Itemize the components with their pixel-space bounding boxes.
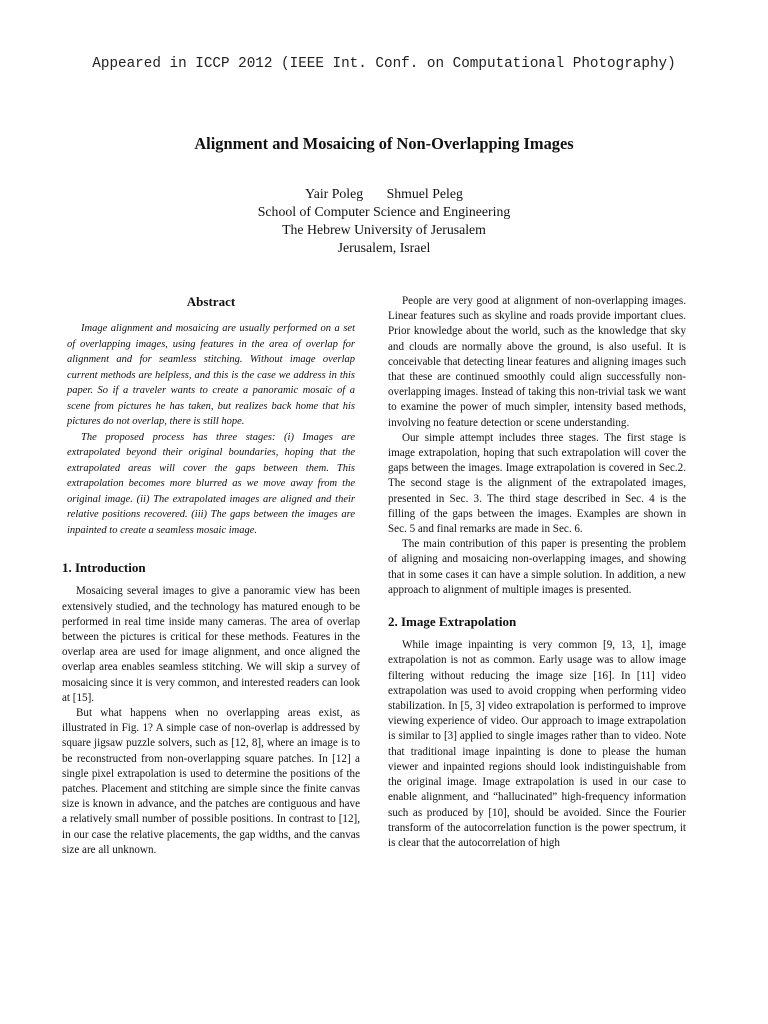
paper-title: Alignment and Mosaicing of Non-Overlapping Images (194, 134, 574, 153)
abstract-heading: Abstract (186, 294, 236, 309)
body-paragraph: While image inpainting is very common [9, 13, 1], image extrapolation is not as common. Early usage was to allow image filtering without reducing the image size [16]. In [11] video extrapolation was used to avoid cropping when performing video stabilization. In [5, 3] video extrapolation is performed to improve viewing experience of video. Our approach to image extrapolation is similar to [3] applied to single images rather than to video. Note that traditional image inpainting is done to please the human viewer and inpainted regions should look indistinguishable from the original image. Image extrapolation is used in our case to enable alignment, and “hallucinated” high-frequency information such as produced by [10], should be avoided. Since the Fourier transform of the autocorrelation function is the power spectrum, it is clear that the autocorrelation of high (388, 639, 686, 849)
publication-note: Appeared in ICCP 2012 (IEEE Int. Conf. on Computational Photography) (92, 56, 676, 72)
body-paragraph: Mosaicing several images to give a panoramic view has been extensively studied, and the technology has matured enough to be performed in real time inside many cameras. The area of overlap between the pictures is critical for these methods. Features in the overlap area are used for image alignment, and once aligned the overlap area enables seamless stitching. We will skip a survey of mosaicing since it is very common, and interested readers can look at [15]. (62, 585, 360, 704)
abstract-paragraph: The proposed process has three stages: (i) Images are extrapolated beyond their original boundaries, hoping that the extrapolated areas will cover the gaps between them. This extrapolation becomes more blurred as we move away from the original image. (ii) The extrapolated images are aligned and their relative positions recovered. (iii) The gaps between the images are inpainted to create a seamless mosaic image. (67, 431, 355, 536)
body-paragraph: The main contribution of this paper is presenting the problem of aligning and mosaicing non-overlapping images, and showing that in some cases it can have a simple solution. In addition, a new approach to alignment of multiple images is presented. (388, 538, 686, 596)
body-paragraph: Our simple attempt includes three stages. The first stage is image extrapolation, hoping that such extrapolation will cover the gaps between the images. Image extrapolation is covered in Sec.2. The second stage is the alignment of the extrapolated images, presented in Sec. 3. The third stage described in Sec. 4 is the filling of the gaps between the images. Examples are shown in Sec. 5 and final remarks are made in Sec. 6. (388, 431, 686, 536)
body-paragraph: But what happens when no overlapping areas exist, as illustrated in Fig. 1? A simple case of non-overlap is addressed by square jigsaw puzzle solvers, such as [12, 8], where an image is to be reconstructed from non-overlapping square patches. In [12] a single pixel extrapolation is used to determine the positions of the patches. Placement and stitching are simple since the finite canvas size is known in advance, and the patches are contiguous and have a relatively small number of possible positions. In contrast to [12], in our case the relative placements, the gap widths, and the canvas size are all unknown. (62, 707, 360, 856)
author-names (0, 185, 768, 203)
right-column (388, 294, 686, 851)
abstract-body (62, 321, 360, 538)
body-paragraph: People are very good at alignment of non-overlapping images. Linear features such as skyline and roads provide important clues. Prior knowledge about the world, such as the knowledge that sky and clouds are normally above the ground, is also useful. It is conceivable that detecting linear features and aligning images such that these are continued smoothly could align successfully non-overlapping images. Instead of taking this non-trivial task we want to examine the power of much simpler, intensity based methods, involving no feature detection or scene understanding. (388, 295, 686, 429)
section-heading-image-extrapolation: 2. Image Extrapolation (388, 614, 517, 630)
affiliation-line: Jerusalem, Israel (337, 240, 431, 255)
author-name: Shmuel Peleg (386, 186, 463, 201)
abstract-paragraph: Image alignment and mosaicing are usually performed on a set of overlapping images, using features in the area of overlap for alignment and for seamless stitching. Without image overlap current methods are helpless, and this is the case we address in this paper. So if a traveler wants to create a panoramic mosaic of a scene from pictures he has taken, but realizes back home that his pictures do not overlap, there is still hope. (67, 323, 355, 428)
section-heading-introduction: 1. Introduction (62, 560, 146, 576)
affiliation-line: The Hebrew University of Jerusalem (282, 222, 486, 237)
affiliation-line: School of Computer Science and Engineering (257, 204, 511, 219)
author-name: Yair Poleg (305, 186, 364, 201)
left-column (62, 294, 360, 858)
author-block (0, 185, 768, 257)
